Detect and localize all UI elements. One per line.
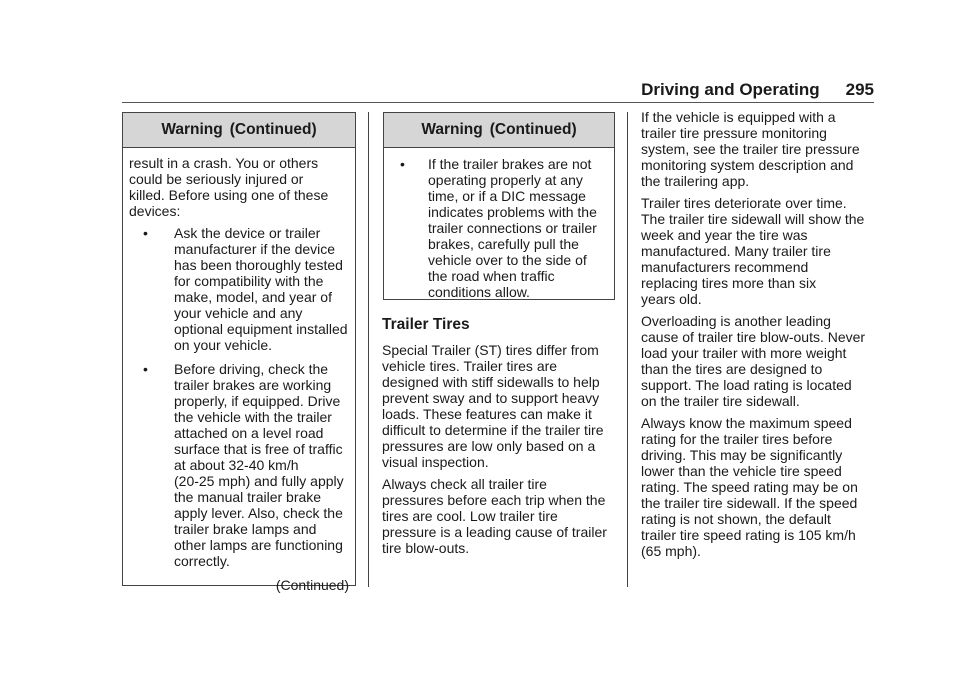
line: rating for the trailer tires before bbox=[641, 431, 833, 447]
line: tires are cool. Low trailer tire bbox=[382, 508, 558, 524]
line: trailer tire pressure monitoring bbox=[641, 125, 827, 141]
warning-box-body bbox=[123, 148, 355, 599]
line: week and year the tire was bbox=[641, 227, 808, 243]
warning-box-header bbox=[123, 113, 355, 148]
line: trailer connections or trailer bbox=[428, 220, 597, 236]
line: replacing tires more than six bbox=[641, 275, 817, 291]
line: Ask the device or trailer bbox=[174, 225, 321, 241]
line: difficult to determine if the trailer tire bbox=[382, 422, 604, 438]
line: brakes, carefully pull the bbox=[428, 236, 579, 252]
line: driving. This may be significantly bbox=[641, 447, 843, 463]
line: the manual trailer brake bbox=[174, 489, 322, 505]
line: than the tires are designed to bbox=[641, 361, 823, 377]
line: attached on a level road bbox=[174, 425, 324, 441]
bullet-icon: • bbox=[400, 156, 405, 172]
line: surface that is free of traffic bbox=[174, 441, 343, 457]
line: Special Trailer (ST) tires differ from bbox=[382, 342, 599, 358]
line: cause of trailer tire blow-outs. Never bbox=[641, 329, 866, 345]
line: monitoring system description and bbox=[641, 157, 854, 173]
page-number: 295 bbox=[845, 80, 874, 99]
continued-label: (Continued) bbox=[489, 121, 577, 138]
line: loads. These features can make it bbox=[382, 406, 592, 422]
line: If the trailer brakes are not bbox=[428, 156, 592, 172]
line: pressures are low only based on a bbox=[382, 438, 596, 454]
continued-note: (Continued) bbox=[275, 577, 349, 593]
line: trailer brake lamps and bbox=[174, 521, 317, 537]
line: designed with stiff sidewalls to help bbox=[382, 374, 600, 390]
line: the trailer tire sidewall. If the speed bbox=[641, 495, 858, 511]
bullet-icon: • bbox=[143, 225, 148, 241]
middle-column-text bbox=[382, 316, 618, 562]
line: has been thoroughly tested bbox=[174, 257, 343, 273]
bullet-icon: • bbox=[143, 361, 148, 377]
line: indicates problems with the bbox=[428, 204, 597, 220]
line: If the vehicle is equipped with a bbox=[641, 109, 836, 125]
line: on your vehicle. bbox=[174, 337, 273, 353]
line: at about 32-40 km/h bbox=[174, 457, 299, 473]
line: the trailering app. bbox=[641, 173, 750, 189]
line: apply lever. Also, check the bbox=[174, 505, 343, 521]
line: years old. bbox=[641, 291, 702, 307]
line: result in a crash. You or others bbox=[129, 155, 319, 171]
running-header bbox=[0, 80, 874, 100]
section-title: Driving and Operating bbox=[641, 80, 820, 99]
line: manufacturers recommend bbox=[641, 259, 809, 275]
line: load your trailer with more weight bbox=[641, 345, 847, 361]
bullet-item bbox=[129, 361, 349, 569]
paragraph bbox=[641, 109, 877, 189]
line: on the trailer tire sidewall. bbox=[641, 393, 800, 409]
continued-label: (Continued) bbox=[229, 121, 317, 138]
line: manufacturer if the device bbox=[174, 241, 336, 257]
line: rating is not shown, the default bbox=[641, 511, 831, 527]
line: killed. Before using one of these bbox=[129, 187, 329, 203]
line: visual inspection. bbox=[382, 454, 489, 470]
line: Before driving, check the bbox=[174, 361, 329, 377]
warning-label: Warning bbox=[161, 121, 223, 138]
bullet-item bbox=[390, 156, 608, 300]
paragraph bbox=[641, 415, 877, 559]
paragraph bbox=[641, 195, 877, 307]
line: the vehicle with the trailer bbox=[174, 409, 332, 425]
warning-box-body bbox=[384, 148, 614, 314]
line: Always know the maximum speed bbox=[641, 415, 852, 431]
warning-box-header bbox=[384, 113, 614, 148]
line: Always check all trailer tire bbox=[382, 476, 547, 492]
line: devices: bbox=[129, 203, 181, 219]
warning-label: Warning bbox=[421, 121, 483, 138]
line: correctly. bbox=[174, 553, 230, 569]
line: pressure is a leading cause of trailer bbox=[382, 524, 607, 540]
line: (65 mph). bbox=[641, 543, 701, 559]
line: tire blow-outs. bbox=[382, 540, 470, 556]
line: vehicle over to the side of bbox=[428, 252, 587, 268]
line: the road when traffic bbox=[428, 268, 555, 284]
line: The trailer tire sidewall will show the bbox=[641, 211, 865, 227]
paragraph bbox=[641, 313, 877, 409]
warning-intro bbox=[129, 155, 349, 219]
paragraph bbox=[382, 476, 618, 556]
line: support. The load rating is located bbox=[641, 377, 852, 393]
line: system, see the trailer tire pressure bbox=[641, 141, 860, 157]
line: (20-25 mph) and fully apply bbox=[174, 473, 344, 489]
header-rule bbox=[122, 102, 874, 103]
warning-box-left bbox=[122, 112, 356, 593]
line: other lamps are functioning bbox=[174, 537, 343, 553]
line: make, model, and year of bbox=[174, 289, 332, 305]
paragraph bbox=[382, 342, 618, 470]
line: Overloading is another leading bbox=[641, 313, 831, 329]
line: optional equipment installed bbox=[174, 321, 348, 337]
line: time, or if a DIC message bbox=[428, 188, 586, 204]
line: lower than the vehicle tire speed bbox=[641, 463, 842, 479]
line: could be seriously injured or bbox=[129, 171, 304, 187]
section-heading: Trailer Tires bbox=[382, 316, 470, 333]
warning-box-middle bbox=[383, 112, 615, 300]
bullet-item bbox=[129, 225, 349, 353]
line: operating properly at any bbox=[428, 172, 583, 188]
line: vehicle tires. Trailer tires are bbox=[382, 358, 558, 374]
line: trailer brakes are working bbox=[174, 377, 332, 393]
line: pressures before each trip when the bbox=[382, 492, 606, 508]
line: for compatibility with the bbox=[174, 273, 324, 289]
line: your vehicle and any bbox=[174, 305, 303, 321]
line: conditions allow. bbox=[428, 284, 530, 300]
line: manufactured. Many trailer tire bbox=[641, 243, 831, 259]
column-divider-right bbox=[627, 112, 628, 587]
line: rating. The speed rating may be on bbox=[641, 479, 858, 495]
line: Trailer tires deteriorate over time. bbox=[641, 195, 847, 211]
line: trailer tire speed rating is 105 km/h bbox=[641, 527, 856, 543]
right-column-text bbox=[641, 109, 877, 565]
line: properly, if equipped. Drive bbox=[174, 393, 341, 409]
column-divider-left bbox=[368, 112, 369, 587]
line: prevent sway and to support heavy bbox=[382, 390, 600, 406]
